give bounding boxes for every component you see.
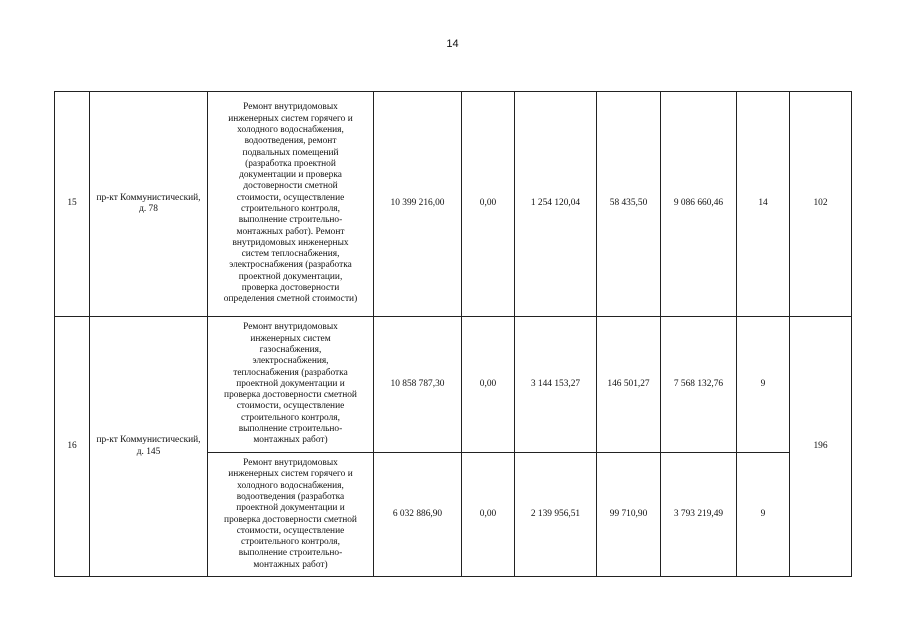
- value-cell: 9: [737, 317, 790, 453]
- work-description-cell: Ремонт внутридомовых инженерных систем газоснабжения, электроснабжения, теплоснабжения (разработка проектной документации и проверка достоверности сметной стоимости, осуществление строительного контроля, выполнение строительно- монтажных работ): [208, 317, 374, 453]
- value-cell: 9 086 660,46: [661, 92, 737, 317]
- repair-program-table: [54, 91, 852, 577]
- value-cell: 1 254 120,04: [515, 92, 597, 317]
- table-row: [55, 317, 852, 453]
- value-cell: 0,00: [462, 92, 515, 317]
- address-cell: пр-кт Коммунистический, д. 145: [90, 317, 208, 577]
- value-cell: 196: [790, 317, 852, 577]
- value-cell: 3 793 219,49: [661, 453, 737, 577]
- value-cell: 0,00: [462, 453, 515, 577]
- value-cell: 146 501,27: [597, 317, 661, 453]
- total-cost-cell: 10 858 787,30: [374, 317, 462, 453]
- row-number: 16: [55, 317, 90, 577]
- value-cell: 3 144 153,27: [515, 317, 597, 453]
- page-number: 14: [446, 38, 459, 50]
- total-cost-cell: 6 032 886,90: [374, 453, 462, 577]
- table-row: [55, 92, 852, 317]
- value-cell: 14: [737, 92, 790, 317]
- address-cell: пр-кт Коммунистический, д. 78: [90, 92, 208, 317]
- value-cell: 102: [790, 92, 852, 317]
- value-cell: 99 710,90: [597, 453, 661, 577]
- row-number: 15: [55, 92, 90, 317]
- total-cost-cell: 10 399 216,00: [374, 92, 462, 317]
- value-cell: 0,00: [462, 317, 515, 453]
- value-cell: 58 435,50: [597, 92, 661, 317]
- work-description-cell: Ремонт внутридомовых инженерных систем горячего и холодного водоснабжения, водоотведения, ремонт подвальных помещений (разработка проектной документации и проверка достоверности сметной стоимости, осуществление строительного контроля, выполнение строительно- монтажных работ). Ремонт внутридомовых инженерных систем теплоснабжения, электроснабжения (разработка проектной документации, проверка достоверности определения сметной стоимости): [208, 92, 374, 317]
- value-cell: 2 139 956,51: [515, 453, 597, 577]
- value-cell: 7 568 132,76: [661, 317, 737, 453]
- value-cell: 9: [737, 453, 790, 577]
- work-description-cell: Ремонт внутридомовых инженерных систем горячего и холодного водоснабжения, водоотведения (разработка проектной документации и проверка достоверности сметной стоимости, осуществление строительного контроля, выполнение строительно- монтажных работ): [208, 453, 374, 577]
